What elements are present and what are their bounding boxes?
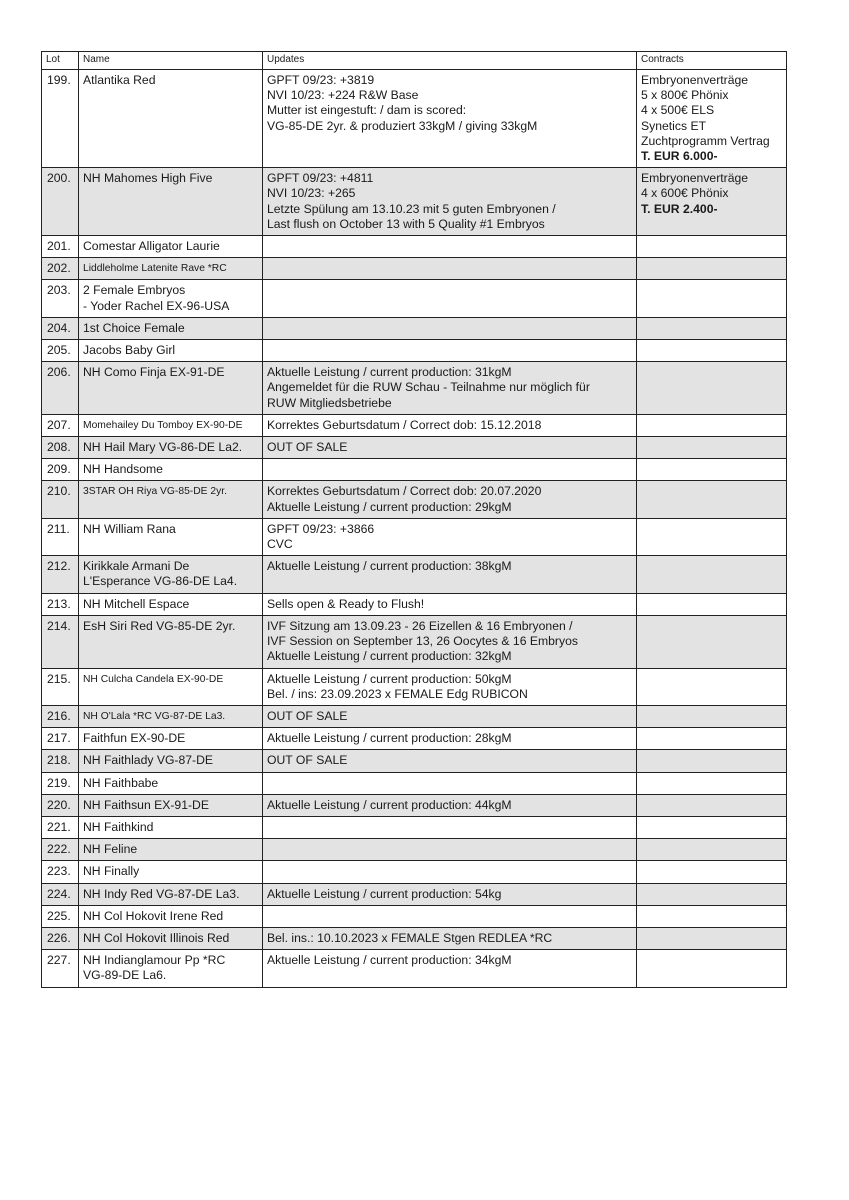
updates-cell xyxy=(263,593,637,615)
update-line: Letzte Spülung am 13.10.23 mit 5 guten Embryonen / xyxy=(267,201,556,216)
animal-name-cell xyxy=(79,459,263,481)
contracts-cell xyxy=(637,70,787,168)
animal-name-cell xyxy=(79,518,263,555)
animal-name-cell xyxy=(79,317,263,339)
contracts-cell xyxy=(637,481,787,518)
lot-number-cell: 224. xyxy=(42,883,79,905)
lot-number-cell: 221. xyxy=(42,816,79,838)
lot-number-cell: 216. xyxy=(42,705,79,727)
column-header-updates: Updates xyxy=(263,52,637,70)
animal-name-line: NH Mahomes High Five xyxy=(83,171,213,186)
update-line: GPFT 09/23: +3819 xyxy=(267,73,375,87)
lot-number-cell: 203. xyxy=(42,280,79,317)
updates-cell xyxy=(263,816,637,838)
animal-name-cell xyxy=(79,883,263,905)
animal-name-line: NH Faithlady VG-87-DE xyxy=(83,753,214,768)
animal-name-line: 2 Female Embryos xyxy=(83,283,186,298)
update-line: OUT OF SALE xyxy=(267,708,348,723)
lot-number-cell: 209. xyxy=(42,459,79,481)
animal-name-line: NH Faithsun EX-91-DE xyxy=(83,797,209,812)
table-row xyxy=(42,750,787,772)
updates-cell xyxy=(263,615,637,668)
animal-name-cell xyxy=(79,340,263,362)
table-row xyxy=(42,437,787,459)
animal-name-line: EsH Siri Red VG-85-DE 2yr. xyxy=(83,618,236,633)
animal-name-line: Comestar Alligator Laurie xyxy=(83,239,220,254)
lot-number-cell: 208. xyxy=(42,437,79,459)
animal-name-cell xyxy=(79,414,263,436)
table-row xyxy=(42,481,787,518)
update-line: Korrektes Geburtsdatum / Correct dob: 15.12.2018 xyxy=(267,417,542,432)
animal-name-line: NH Faithkind xyxy=(83,819,154,834)
update-line: VG-85-DE 2yr. & produziert 33kgM / giving 33kgM xyxy=(267,118,538,133)
animal-name-cell xyxy=(79,750,263,772)
update-line: Korrektes Geburtsdatum / Correct dob: 20.07.2020 xyxy=(267,484,542,499)
table-row xyxy=(42,258,787,280)
contracts-cell xyxy=(637,927,787,949)
update-line: RUW Mitgliedsbetriebe xyxy=(267,395,392,410)
contracts-cell xyxy=(637,750,787,772)
animal-name-line: NH Culcha Candela EX-90-DE xyxy=(83,673,224,685)
updates-cell xyxy=(263,556,637,593)
updates-cell xyxy=(263,362,637,415)
update-line: Aktuelle Leistung / current production: 44kgM xyxy=(267,797,512,812)
contracts-cell xyxy=(637,556,787,593)
contract-line: Synetics ET xyxy=(641,118,707,133)
lot-number-cell: 207. xyxy=(42,414,79,436)
update-line: OUT OF SALE xyxy=(267,753,348,768)
lot-number-cell: 215. xyxy=(42,668,79,705)
updates-cell xyxy=(263,728,637,750)
update-line: Aktuelle Leistung / current production: 29kgM xyxy=(267,499,512,514)
table-header-row xyxy=(42,52,787,70)
update-line: Sells open & Ready to Flush! xyxy=(267,596,425,611)
lot-updates-table xyxy=(41,51,787,988)
table-row xyxy=(42,236,787,258)
animal-name-cell xyxy=(79,258,263,280)
contract-total: T. EUR 6.000- xyxy=(641,149,718,164)
lot-number-cell: 217. xyxy=(42,728,79,750)
animal-name-line: Kirikkale Armani De xyxy=(83,559,190,574)
animal-name-line: NH Como Finja EX-91-DE xyxy=(83,365,225,380)
animal-name-cell xyxy=(79,839,263,861)
lot-number-cell: 206. xyxy=(42,362,79,415)
contracts-cell xyxy=(637,905,787,927)
update-line: Aktuelle Leistung / current production: 32kgM xyxy=(267,649,512,664)
table-row xyxy=(42,927,787,949)
update-line: Angemeldet für die RUW Schau - Teilnahme nur möglich für xyxy=(267,380,590,395)
update-line: IVF Session on September 13, 26 Oocytes & 16 Embryos xyxy=(267,634,578,649)
update-line: Aktuelle Leistung / current production: 50kgM xyxy=(267,671,512,686)
table-row xyxy=(42,839,787,861)
animal-name-cell xyxy=(79,593,263,615)
animal-name-cell xyxy=(79,816,263,838)
updates-cell xyxy=(263,168,637,236)
update-line: GPFT 09/23: +3866 xyxy=(267,521,375,536)
contracts-cell xyxy=(637,705,787,727)
contracts-cell xyxy=(637,794,787,816)
updates-cell xyxy=(263,794,637,816)
contract-line: Embryonenverträge xyxy=(641,73,749,87)
lot-number-cell: 214. xyxy=(42,615,79,668)
animal-name-cell xyxy=(79,772,263,794)
table-body xyxy=(42,70,787,988)
lot-number-cell: 205. xyxy=(42,340,79,362)
updates-cell xyxy=(263,861,637,883)
animal-name-cell xyxy=(79,950,263,987)
animal-name-line: NH Feline xyxy=(83,842,138,857)
contracts-cell xyxy=(637,615,787,668)
update-line: Aktuelle Leistung / current production: 38kgM xyxy=(267,559,512,574)
animal-name-line: - Yoder Rachel EX-96-USA xyxy=(83,298,230,313)
column-header-contracts: Contracts xyxy=(637,52,787,70)
contracts-cell xyxy=(637,258,787,280)
animal-name-line: NH O'Lala *RC VG-87-DE La3. xyxy=(83,710,226,722)
animal-name-line: NH Handsome xyxy=(83,462,163,477)
lot-number-cell: 202. xyxy=(42,258,79,280)
updates-cell xyxy=(263,518,637,555)
updates-cell xyxy=(263,668,637,705)
animal-name-cell xyxy=(79,705,263,727)
animal-name-line: Jacobs Baby Girl xyxy=(83,343,176,358)
contracts-cell xyxy=(637,340,787,362)
update-line: Last flush on October 13 with 5 Quality #1 Embryos xyxy=(267,216,545,231)
update-line: GPFT 09/23: +4811 xyxy=(267,171,374,186)
lot-number-cell: 219. xyxy=(42,772,79,794)
lot-number-cell: 212. xyxy=(42,556,79,593)
updates-cell xyxy=(263,750,637,772)
updates-cell xyxy=(263,772,637,794)
contracts-cell xyxy=(637,280,787,317)
updates-cell xyxy=(263,459,637,481)
contracts-cell xyxy=(637,883,787,905)
animal-name-line: NH Col Hokovit Illinois Red xyxy=(83,930,230,945)
animal-name-cell xyxy=(79,362,263,415)
table-row xyxy=(42,794,787,816)
animal-name-cell xyxy=(79,927,263,949)
animal-name-line: L'Esperance VG-86-DE La4. xyxy=(83,574,238,589)
updates-cell xyxy=(263,317,637,339)
animal-name-cell xyxy=(79,794,263,816)
animal-name-cell xyxy=(79,481,263,518)
updates-cell xyxy=(263,705,637,727)
animal-name-line: NH Finally xyxy=(83,864,140,879)
table-row xyxy=(42,556,787,593)
contracts-cell xyxy=(637,362,787,415)
animal-name-line: NH Indianglamour Pp *RC xyxy=(83,953,226,968)
contracts-cell xyxy=(637,593,787,615)
table-row xyxy=(42,728,787,750)
lot-number-cell: 222. xyxy=(42,839,79,861)
update-line: Aktuelle Leistung / current production: 34kgM xyxy=(267,953,512,968)
column-header-name: Name xyxy=(79,52,263,70)
animal-name-cell xyxy=(79,168,263,236)
updates-cell xyxy=(263,839,637,861)
table-row xyxy=(42,317,787,339)
lot-number-cell: 199. xyxy=(42,70,79,168)
table-row xyxy=(42,883,787,905)
updates-cell xyxy=(263,414,637,436)
animal-name-cell xyxy=(79,437,263,459)
animal-name-cell xyxy=(79,556,263,593)
updates-cell xyxy=(263,950,637,987)
table-row xyxy=(42,362,787,415)
contracts-cell xyxy=(637,437,787,459)
animal-name-line: VG-89-DE La6. xyxy=(83,968,167,983)
lot-number-cell: 211. xyxy=(42,518,79,555)
updates-cell xyxy=(263,280,637,317)
lot-number-cell: 218. xyxy=(42,750,79,772)
animal-name-line: NH Faithbabe xyxy=(83,775,159,790)
contracts-cell xyxy=(637,414,787,436)
update-line: Bel. ins.: 10.10.2023 x FEMALE Stgen REDLEA *RC xyxy=(267,930,553,945)
updates-cell xyxy=(263,236,637,258)
updates-cell xyxy=(263,437,637,459)
lot-number-cell: 223. xyxy=(42,861,79,883)
contract-line: Zuchtprogramm Vertrag xyxy=(641,133,770,148)
animal-name-cell xyxy=(79,861,263,883)
contracts-cell xyxy=(637,772,787,794)
table-row xyxy=(42,168,787,236)
animal-name-cell xyxy=(79,728,263,750)
updates-cell xyxy=(263,883,637,905)
lot-number-cell: 213. xyxy=(42,593,79,615)
lot-number-cell: 225. xyxy=(42,905,79,927)
animal-name-line: Atlantika Red xyxy=(83,73,156,87)
animal-name-line: Faithfun EX-90-DE xyxy=(83,731,186,746)
contracts-cell xyxy=(637,861,787,883)
updates-cell xyxy=(263,70,637,168)
table-row xyxy=(42,705,787,727)
table-row xyxy=(42,861,787,883)
updates-cell xyxy=(263,481,637,518)
contracts-cell xyxy=(637,459,787,481)
table-row xyxy=(42,280,787,317)
contracts-cell xyxy=(637,518,787,555)
updates-cell xyxy=(263,258,637,280)
contracts-cell xyxy=(637,728,787,750)
animal-name-line: NH Col Hokovit Irene Red xyxy=(83,908,224,923)
update-line: CVC xyxy=(267,537,293,552)
animal-name-line: 1st Choice Female xyxy=(83,320,185,335)
lot-number-cell: 204. xyxy=(42,317,79,339)
update-line: Aktuelle Leistung / current production: 28kgM xyxy=(267,731,512,746)
contract-line: Embryonenverträge xyxy=(641,171,749,186)
column-header-lot: Lot xyxy=(42,52,79,70)
animal-name-line: Liddleholme Latenite Rave *RC xyxy=(83,263,227,275)
table-row xyxy=(42,70,787,168)
contracts-cell xyxy=(637,668,787,705)
table-row xyxy=(42,668,787,705)
animal-name-cell xyxy=(79,905,263,927)
table-row xyxy=(42,459,787,481)
update-line: NVI 10/23: +265 xyxy=(267,186,356,201)
table-row xyxy=(42,816,787,838)
table-row xyxy=(42,905,787,927)
lot-number-cell: 227. xyxy=(42,950,79,987)
animal-name-cell xyxy=(79,615,263,668)
contracts-cell xyxy=(637,168,787,236)
update-line: Aktuelle Leistung / current production: 31kgM xyxy=(267,365,512,380)
contract-line: 4 x 600€ Phönix xyxy=(641,186,729,201)
updates-cell xyxy=(263,927,637,949)
animal-name-cell xyxy=(79,668,263,705)
contracts-cell xyxy=(637,839,787,861)
contract-total: T. EUR 2.400- xyxy=(641,201,718,216)
table-row xyxy=(42,518,787,555)
table-row xyxy=(42,340,787,362)
lot-number-cell: 201. xyxy=(42,236,79,258)
table-row xyxy=(42,414,787,436)
table-row xyxy=(42,950,787,987)
contract-line: 5 x 800€ Phönix xyxy=(641,88,729,103)
update-line: NVI 10/23: +224 R&W Base xyxy=(267,88,419,103)
update-line: Mutter ist eingestuft: / dam is scored: xyxy=(267,103,467,118)
animal-name-line: Momehailey Du Tomboy EX-90-DE xyxy=(83,419,243,431)
animal-name-line: 3STAR OH Riya VG-85-DE 2yr. xyxy=(83,486,228,498)
lot-number-cell: 210. xyxy=(42,481,79,518)
table-row xyxy=(42,615,787,668)
updates-cell xyxy=(263,905,637,927)
animal-name-line: NH Indy Red VG-87-DE La3. xyxy=(83,886,240,901)
animal-name-line: NH William Rana xyxy=(83,521,176,536)
contracts-cell xyxy=(637,236,787,258)
update-line: Bel. / ins: 23.09.2023 x FEMALE Edg RUBICON xyxy=(267,686,528,701)
animal-name-cell xyxy=(79,70,263,168)
lot-number-cell: 200. xyxy=(42,168,79,236)
animal-name-line: NH Mitchell Espace xyxy=(83,596,190,611)
lot-number-cell: 220. xyxy=(42,794,79,816)
update-line: Aktuelle Leistung / current production: 54kg xyxy=(267,886,502,901)
lot-number-cell: 226. xyxy=(42,927,79,949)
update-line: IVF Sitzung am 13.09.23 - 26 Eizellen & 16 Embryonen / xyxy=(267,618,573,633)
animal-name-line: NH Hail Mary VG-86-DE La2. xyxy=(83,440,243,455)
update-line: OUT OF SALE xyxy=(267,440,348,455)
contracts-cell xyxy=(637,816,787,838)
table-row xyxy=(42,593,787,615)
updates-cell xyxy=(263,340,637,362)
animal-name-cell xyxy=(79,280,263,317)
contracts-cell xyxy=(637,950,787,987)
animal-name-cell xyxy=(79,236,263,258)
table-row xyxy=(42,772,787,794)
contracts-cell xyxy=(637,317,787,339)
contract-line: 4 x 500€ ELS xyxy=(641,103,715,118)
